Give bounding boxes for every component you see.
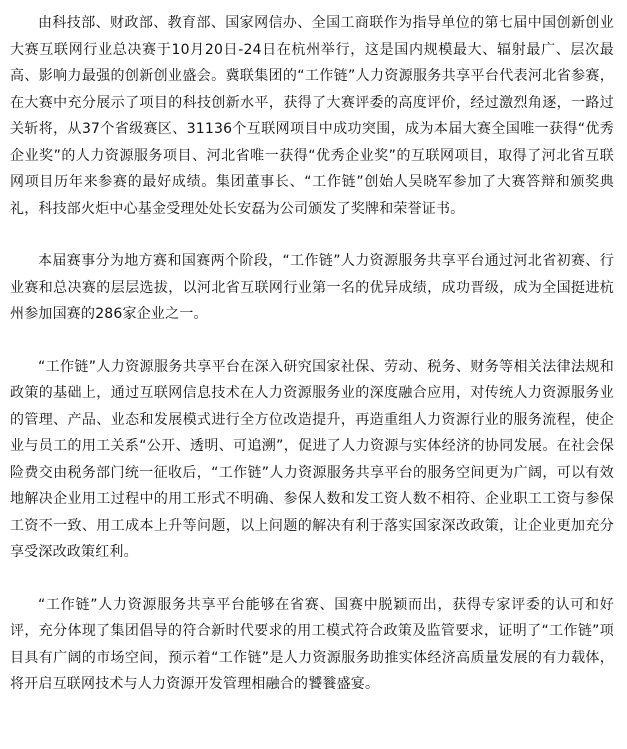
paragraph-competition-result: 由科技部、财政部、教育部、国家网信办、全国工商联作为指导单位的第七届中国创新创业大赛互联网行业总决赛于10月20日-24日在杭州举行，这是国内规模最大、辐射最广、层次最高、影响力最强的创新创业盛会。冀联集团的“工作链”人力资源服务共享平台代表河北省参赛，在大赛中充分展示了项目的科技创新水平，获得了大赛评委的高度评价，经过激烈角逐，一路过关斩将，从37个省级赛区、31136个互联网项目中成功突围，成为本届大赛全国唯一获得“优秀企业奖”的人力资源服务项目、河北省唯一获得“优秀企业奖”的互联网项目，取得了河北省互联网项目历年来参赛的最好成绩。集团董事长、“工作链”创始人吴晓军参加了大赛答辩和颁奖典礼，科技部火炬中心基金受理处处长安磊为公司颁发了奖牌和荣誉证书。 [10, 15, 614, 217]
paragraph-competition-stages: 本届赛事分为地方赛和国赛两个阶段，“工作链”人力资源服务共享平台通过河北省初赛、行业赛和总决赛的层层选拔，以河北省互联网行业第一名的优异成绩，成功晋级，成为全国挺进杭州参加国赛的286家企业之一。 [10, 253, 614, 322]
article-body [10, 10, 614, 698]
paragraph-significance: “工作链”人力资源服务共享平台能够在省赛、国赛中脱颖而出，获得专家评委的认可和好评，充分体现了集团倡导的符合新时代要求的用工模式符合政策及监管要求，证明了“工作链”项目具有广阔的市场空间，预示着“工作链”是人力资源服务助推实体经济高质量发展的有力载体，将开启互联网技术与人力资源开发管理相融合的饕餮盛宴。 [10, 596, 614, 692]
paragraph-platform-description: “工作链”人力资源服务共享平台在深入研究国家社保、劳动、税务、财务等相关法律法规和政策的基础上，通过互联网信息技术在人力资源服务业的深度融合应用，对传统人力资源服务业的管理、产品、业态和发展模式进行全方位改造提升，再造重组人力资源行业的服务流程，使企业与员工的用工关系“公开、透明、可追溯”，促进了人力资源与实体经济的协同发展。在社会保险费交由税务部门统一征收后，“工作链”人力资源服务共享平台的服务空间更为广阔，可以有效地解决企业用工过程中的用工形式不明确、参保人数和发工资人数不相符、企业职工工资与参保工资不一致、用工成本上升等问题，以上问题的解决有利于落实国家深改政策，让企业更加充分享受深改政策红利。 [10, 358, 614, 560]
